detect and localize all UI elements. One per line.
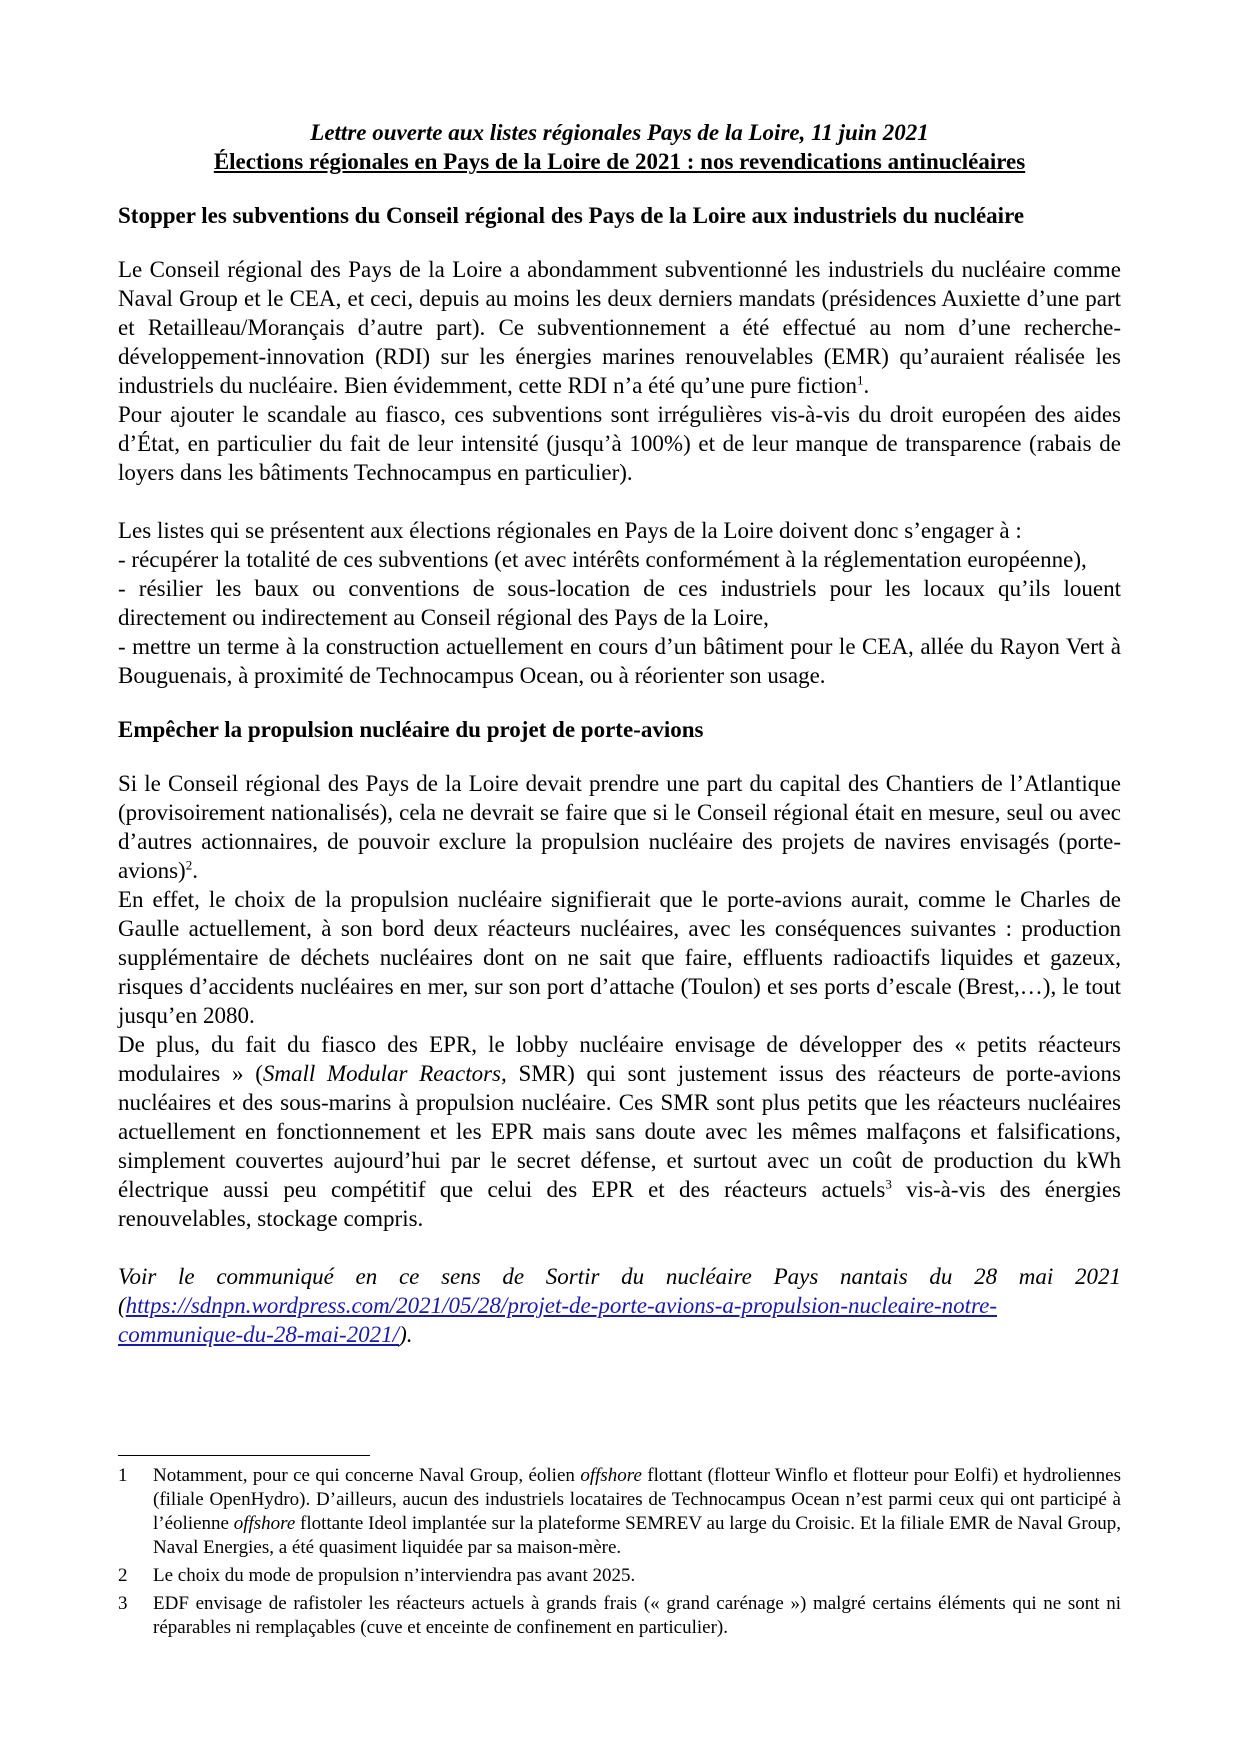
section-1-paragraph-1: Le Conseil régional des Pays de la Loire a abondamment subventionné les industriels du nucléaire comme Naval Group et le CEA, et ceci, depuis au moins les deux derniers mandats (présidences Auxiette d’une part et Retailleau/Morançais d’autre part). Ce subventionnement a été effectué au nom d’une recherche-développement-innovation (RDI) sur les énergies marines renouvelables (EMR) qu’auraient réalisée les industriels du nucléaire. Bien évidemment, cette RDI n’a été qu’une pure fiction$^1$. — [118, 257, 1121, 398]
title-line-2: Élections régionales en Pays de la Loire de 2021 : nos revendications antinucléaires — [213, 149, 1026, 174]
section-2-paragraph-3: De plus, du fait du fiasco des EPR, le lobby nucléaire envisage de développer des « petits réacteurs modulaires » (Small Modular Reactors, SMR) qui sont justement issus des réacteurs de porte-avions nucléaires et des sous-marins à propulsion nucléaire. Ces SMR sont plus petits que les réacteurs nucléaires actuellement en fonctionnement et les EPR mais sans doute avec les mêmes malfaçons et falsifications, simplement couvertes aujourd’hui par le secret défense, et surtout avec un coût de production du kWh électrique aussi peu compétitif que celui des EPR et des réacteurs actuels$^3$ vis-à-vis des énergies renouvelables, stockage compris. — [118, 1032, 1121, 1231]
section-1-paragraph-3: Les listes qui se présentent aux élections régionales en Pays de la Loire doivent donc s’engager à : — [118, 518, 1022, 543]
footnotes — [118, 1455, 1121, 1644]
title-line-1: Lettre ouverte aux listes régionales Pays de la Loire, 11 juin 2021 — [310, 120, 929, 145]
list-item: - mettre un terme à la construction actuellement en cours d’un bâtiment pour le CEA, allée du Rayon Vert à Bouguenais, à proximité de Technocampus Ocean, ou à réorienter son usage. — [118, 634, 1121, 688]
section-2-paragraph-1: Si le Conseil régional des Pays de la Loire devait prendre une part du capital des Chantiers de l’Atlantique (provisoirement nationalisés), cela ne devrait se faire que si le Conseil régional était en mesure, seul ou avec d’autres actionnaires, de pouvoir exclure la propulsion nucléaire des projets de navires envisagés (porte-avions)$^2$. — [118, 771, 1121, 883]
section-2-paragraph-2: En effet, le choix de la propulsion nucléaire signifierait que le porte-avions aurait, comme le Charles de Gaulle actuellement, à son bord deux réacteurs nucléaires, avec les conséquences suivantes : production supplémentaire de déchets nucléaires dont on ne sait que faire, effluents radioactifs liquides et gazeux, risques d’accidents nucléaires en mer, sur son port d’attache (Toulon) et ses ports d’escale (Brest,…), le tout jusqu’en 2080. — [118, 887, 1121, 1028]
communique-link[interactable]: https://sdnpn.wordpress.com/2021/05/28/projet-de-porte-avions-a-propulsion-nucleaire-notre-communique-du-28-mai-2021/ — [118, 1293, 998, 1347]
section-1-paragraph-2: Pour ajouter le scandale au fiasco, ces subventions sont irrégulières vis-à-vis du droit européen des aides d’État, en particulier du fait de leur intensité (jusqu’à 100%) et de leur manque de transparence (rabais de loyers dans les bâtiments Technocampus en particulier). — [118, 402, 1121, 485]
section-1-heading: Stopper les subventions du Conseil régional des Pays de la Loire aux industriels du nucléaire — [118, 203, 1025, 228]
section-2-heading: Empêcher la propulsion nucléaire du projet de porte-avions — [118, 717, 704, 742]
footnote-ref-2[interactable]: 2 — [185, 857, 193, 873]
footnote-ref-1[interactable]: 1 — [856, 372, 864, 388]
footnote-1: 1 Notamment, pour ce qui concerne Naval Group, éolien offshore flottant (flotteur Winflo et flotteur pour Eolfi) et hydroliennes (filiale OpenHydro). D’ailleurs, aucun des industriels locataires de Technocampus Ocean n’est parmi ceux qui ont participé à l’éolienne offshore flottante Ideol implantée sur la plateforme SEMREV au large du Croisic. Et la filiale EMR de Naval Group, Naval Energies, a été quasiment liquidée par sa maison-mère. — [118, 1465, 1122, 1558]
section-2-paragraph-4: Voir le communiqué en ce sens de Sortir du nucléaire Pays nantais du 28 mai 2021 (https://sdnpn.wordpress.com/2021/05/28/projet-de-porte-avions-a-propulsion-nucleaire-notre-communique-du-28-mai-2021/). — [118, 1264, 1121, 1347]
footnote-3: 3 EDF envisage de rafistoler les réacteurs actuels à grands frais (« grand carénage ») malgré certains éléments qui ne sont ni réparables ni remplaçables (cuve et enceinte de confinement en particulier). — [118, 1593, 1121, 1638]
list-item: - récupérer la totalité de ces subventions (et avec intérêts conformément à la réglementation européenne), — [118, 547, 1087, 572]
footnote-separator — [118, 1455, 370, 1456]
footnote-2: 2 Le choix du mode de propulsion n’interviendra pas avant 2025. — [118, 1565, 636, 1586]
footnote-ref-3[interactable]: 3 — [885, 1176, 892, 1192]
list-item: - résilier les baux ou conventions de sous-location de ces industriels pour les locaux qu’ils louent directement ou indirectement au Conseil régional des Pays de la Loire, — [118, 576, 1121, 630]
document-title — [118, 118, 1121, 176]
